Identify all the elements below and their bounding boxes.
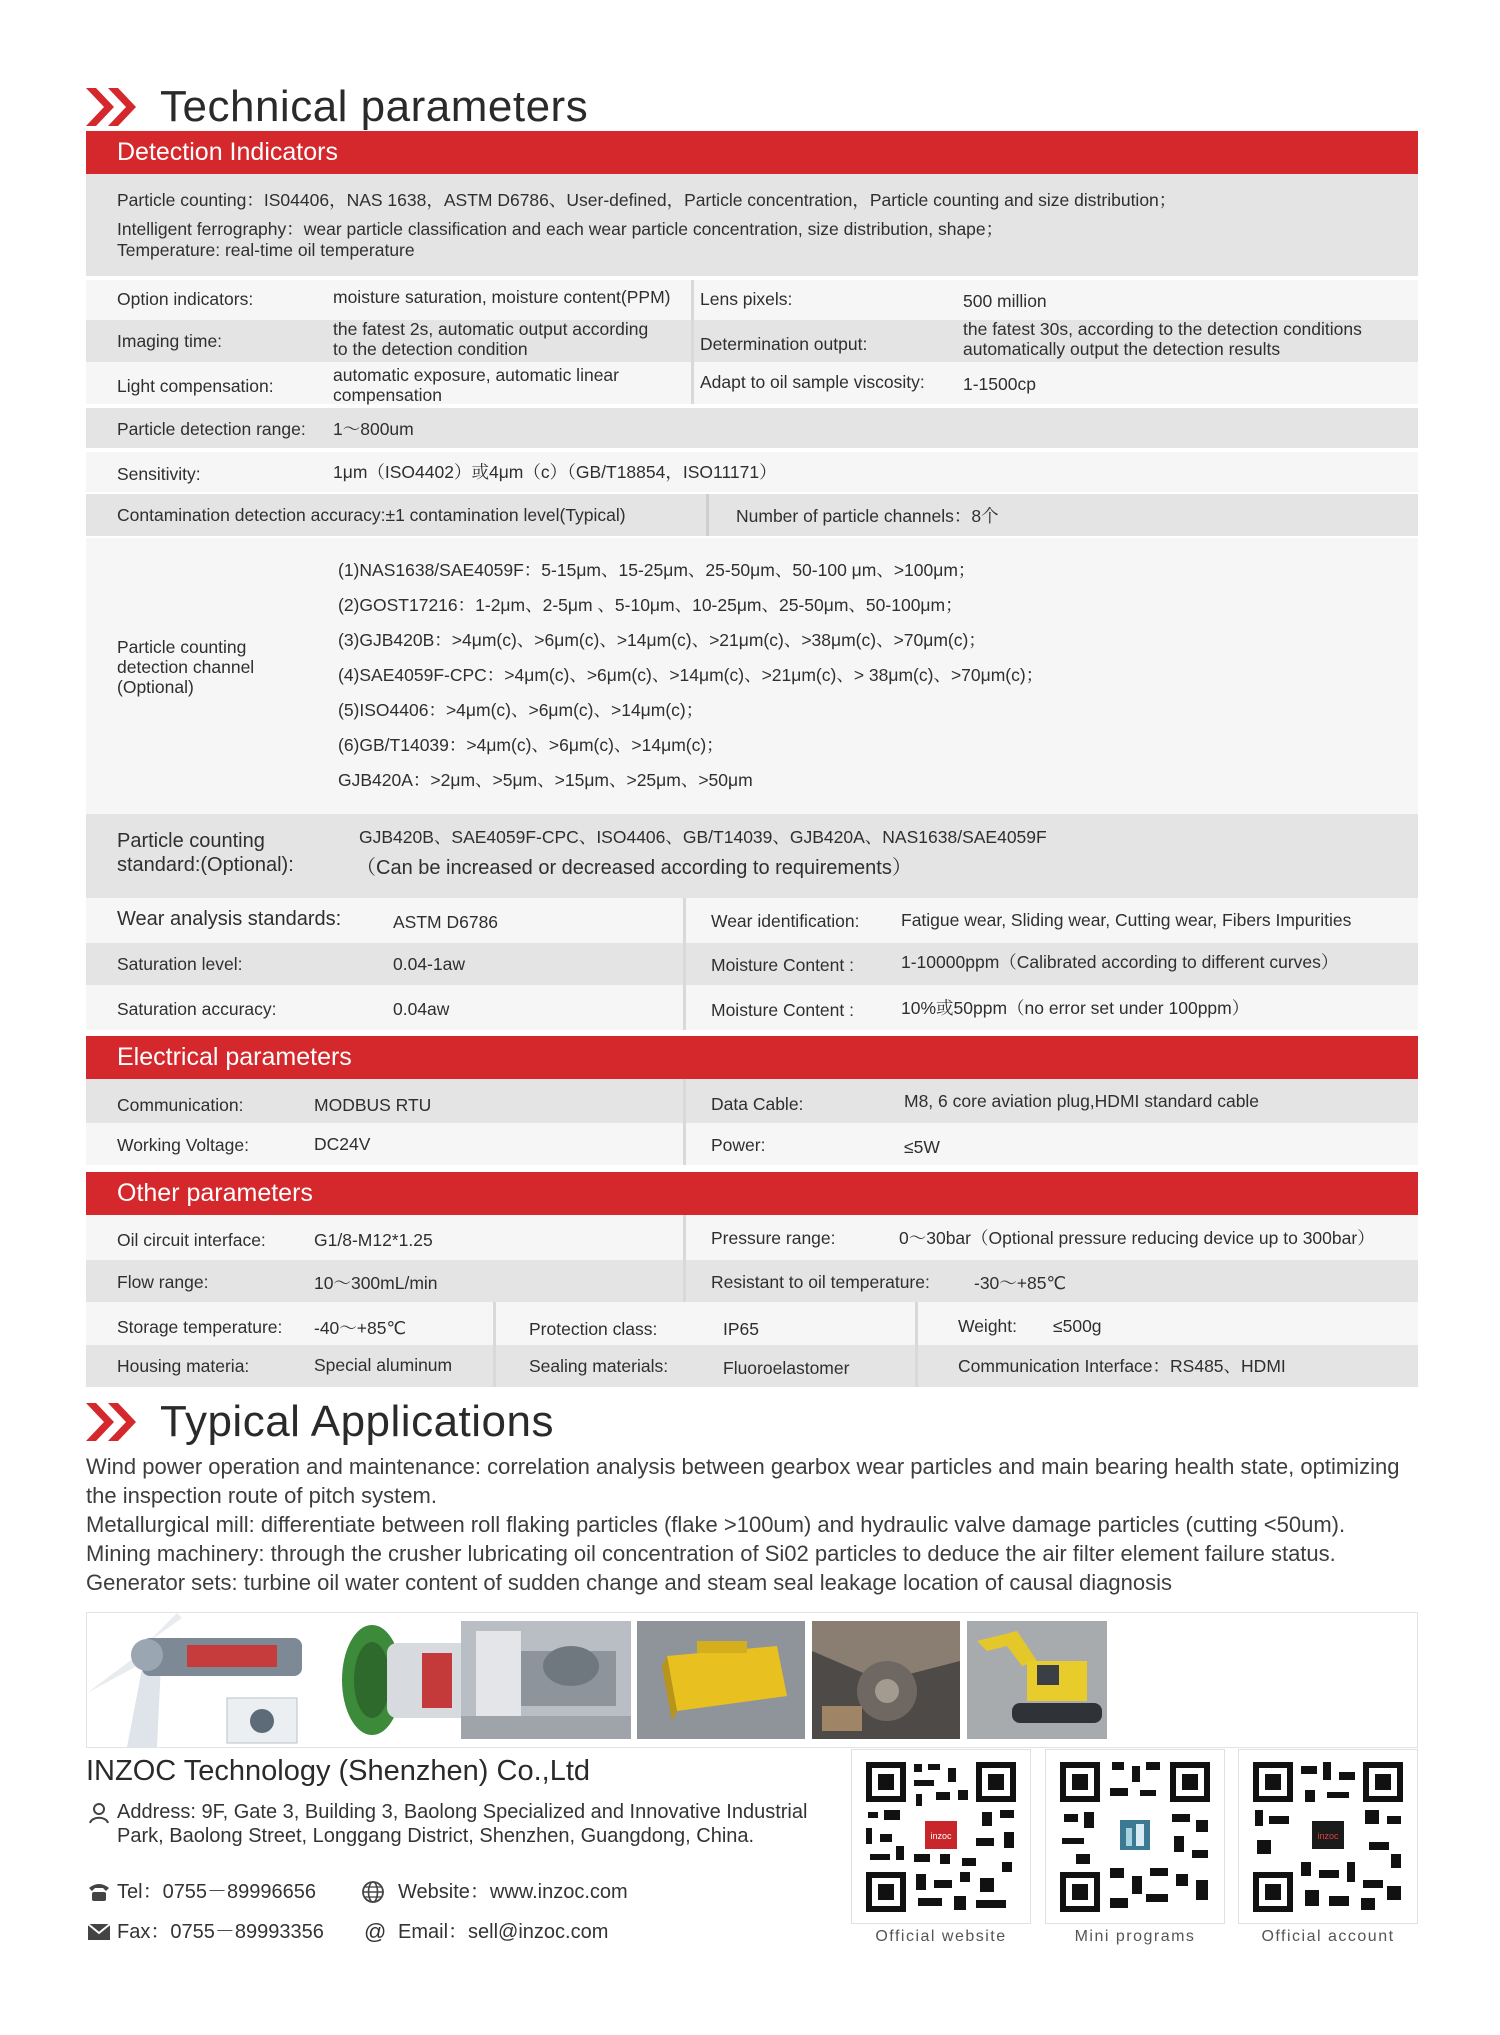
other-parameters-bar: Other parameters bbox=[86, 1172, 1418, 1215]
company-email[interactable]: Email：sell@inzoc.com bbox=[398, 1921, 609, 1943]
channel-label: Particle counting detection channel (Optional) bbox=[117, 637, 255, 697]
determination-label: Determination output: bbox=[700, 334, 868, 354]
column-divider bbox=[683, 1215, 686, 1302]
at-sign-icon: @ bbox=[364, 1919, 387, 1944]
standard-label: Particle counting standard:(Optional): bbox=[117, 830, 294, 876]
standard-note: （Can be increased or decreased according to requirements） bbox=[356, 857, 912, 879]
weight-label: Weight: bbox=[958, 1316, 1018, 1336]
option-value: moisture saturation, moisture content(PPM) bbox=[333, 287, 671, 307]
telephone-icon bbox=[87, 1882, 111, 1902]
oil-circuit-label: Oil circuit interface: bbox=[117, 1230, 266, 1250]
qr-caption: Official account bbox=[1261, 1928, 1395, 1945]
communication-value: MODBUS RTU bbox=[314, 1095, 432, 1115]
detection-indicators-bar: Detection Indicators bbox=[86, 131, 1418, 174]
saturation-label: Saturation level: bbox=[117, 954, 243, 974]
excavator-image bbox=[967, 1621, 1107, 1739]
summary-line: Intelligent ferrography：wear particle classification and each wear particle concentration, size distribution, shape； bbox=[117, 219, 1004, 239]
qr-official-account[interactable] bbox=[1238, 1749, 1418, 1924]
viscosity-label: Adapt to oil sample viscosity: bbox=[700, 372, 925, 392]
channel-line: (4)SAE4059F-CPC：>4μm(c)、>6μm(c)、>14μm(c)、>21μm(c)、> 38μm(c)、>70μm(c)； bbox=[338, 665, 1044, 685]
mining-equipment-image bbox=[812, 1621, 960, 1739]
qr-logo-text: inzoc bbox=[1317, 1831, 1339, 1841]
mill-machine-image bbox=[637, 1621, 805, 1739]
oil-temperature-label: Resistant to oil temperature: bbox=[711, 1272, 930, 1292]
company-tel: Tel：0755－89996656 bbox=[117, 1881, 317, 1903]
standard-value: GJB420B、SAE4059F-CPC、ISO4406、GB/T14039、GJB420A、NAS1638/SAE4059F bbox=[359, 827, 1047, 847]
company-website[interactable]: Website：www.inzoc.com bbox=[398, 1881, 628, 1903]
row-range bbox=[86, 408, 1418, 448]
globe-icon bbox=[361, 1880, 385, 1904]
weight-value: ≤500g bbox=[1053, 1316, 1102, 1336]
application-line: Wind power operation and maintenance: correlation analysis between gearbox wear particles and main bearing health state, optimizing the inspection route of pitch system. bbox=[86, 1454, 1400, 1508]
channel-line: (3)GJB420B：>4μm(c)、>6μm(c)、>14μm(c)、>21μm(c)、>38μm(c)、>70μm(c)； bbox=[338, 630, 986, 650]
column-divider bbox=[683, 1079, 686, 1165]
moisture-label: Moisture Content : bbox=[711, 955, 854, 975]
column-divider bbox=[493, 1302, 496, 1387]
sensitivity-value: 1μm（ISO4402）或4μm（c）（GB/T18854，ISO11171） bbox=[333, 462, 777, 482]
channel-line: (1)NAS1638/SAE4059F：5-15μm、15-25μm、25-50μm、50-100 μm、>100μm； bbox=[338, 560, 976, 580]
qr-mini-programs[interactable] bbox=[1045, 1749, 1225, 1924]
viscosity-value: 1-1500cp bbox=[963, 374, 1036, 394]
column-divider bbox=[915, 1302, 918, 1387]
qr-official-website[interactable] bbox=[851, 1749, 1031, 1924]
lens-value: 500 million bbox=[963, 291, 1047, 311]
particle-channels: Number of particle channels：8个 bbox=[736, 506, 999, 526]
housing-value: Special aluminum bbox=[314, 1355, 453, 1375]
wear-std-label: Wear analysis standards: bbox=[117, 908, 342, 930]
determination-value: the fatest 30s, according to the detection conditions automatically output the detection results bbox=[963, 319, 1362, 359]
sealing-value: Fluoroelastomer bbox=[723, 1358, 850, 1378]
oil-temperature-value: -30～+85℃ bbox=[974, 1273, 1067, 1293]
row-sensitivity bbox=[86, 452, 1418, 492]
double-chevron-icon bbox=[86, 1399, 142, 1445]
column-divider bbox=[691, 280, 694, 404]
wear-std-value: ASTM D6786 bbox=[393, 912, 499, 932]
application-line: Generator sets: turbine oil water content of sudden change and steam seal leakage location of causal diagnosis bbox=[86, 1570, 1173, 1595]
voltage-label: Working Voltage: bbox=[117, 1135, 249, 1155]
applications-list bbox=[86, 1452, 1426, 1597]
qr-caption: Mini programs bbox=[1074, 1928, 1196, 1945]
applications-title: Typical Applications bbox=[160, 1397, 554, 1446]
company-fax: Fax：0755－89993356 bbox=[117, 1921, 324, 1943]
imaging-label: Imaging time: bbox=[117, 331, 223, 351]
saturation-value: 0.04-1aw bbox=[393, 954, 465, 974]
qr-logo-text: inzoc bbox=[930, 1831, 952, 1841]
protection-label: Protection class: bbox=[529, 1319, 658, 1339]
column-divider bbox=[706, 494, 709, 536]
pressure-label: Pressure range: bbox=[711, 1228, 836, 1248]
pressure-value: 0～30bar（Optional pressure reducing device up to 300bar） bbox=[899, 1228, 1375, 1248]
storage-label: Storage temperature: bbox=[117, 1317, 283, 1337]
flow-value: 10～300mL/min bbox=[314, 1273, 438, 1293]
range-label: Particle detection range: bbox=[117, 419, 306, 439]
imaging-value: the fatest 2s, automatic output according to the detection condition bbox=[333, 319, 649, 359]
application-line: Mining machinery: through the crusher lubricating oil concentration of Si02 particles to deduce the air filter element failure status. bbox=[86, 1541, 1336, 1566]
qr-code-icon bbox=[1046, 1750, 1224, 1923]
oil-circuit-value: G1/8-M12*1.25 bbox=[314, 1230, 433, 1250]
qr-code-icon bbox=[1239, 1750, 1417, 1923]
summary-line: Particle counting：IS04406，NAS 1638，ASTM D6786、User-defined，Particle concentration，Particle counting and size distribution； bbox=[117, 190, 1177, 210]
location-icon bbox=[88, 1802, 110, 1824]
detection-summary bbox=[86, 174, 1418, 276]
sensitivity-label: Sensitivity: bbox=[117, 464, 201, 484]
wear-identification-value: Fatigue wear, Sliding wear, Cutting wear, Fibers Impurities bbox=[901, 910, 1352, 930]
summary-line: Temperature: real-time oil temperature bbox=[117, 240, 415, 260]
fax-envelope-icon bbox=[87, 1923, 111, 1941]
protection-value: IP65 bbox=[723, 1319, 759, 1339]
technical-parameters-heading bbox=[86, 82, 588, 132]
electrical-parameters-bar: Electrical parameters bbox=[86, 1036, 1418, 1079]
light-label: Light compensation: bbox=[117, 376, 274, 396]
power-value: ≤5W bbox=[904, 1137, 940, 1157]
wear-identification-label: Wear identification: bbox=[711, 911, 860, 931]
moisture-value: 1-10000ppm（Calibrated according to different curves） bbox=[901, 952, 1339, 972]
communication-interface: Communication Interface：RS485、HDMI bbox=[958, 1356, 1286, 1376]
moisture-value: 10%或50ppm（no error set under 100ppm） bbox=[901, 998, 1250, 1018]
data-cable-value: M8, 6 core aviation plug,HDMI standard cable bbox=[904, 1091, 1260, 1111]
application-image-strip bbox=[86, 1612, 1418, 1748]
light-value: automatic exposure, automatic linear compensation bbox=[333, 365, 619, 405]
lens-label: Lens pixels: bbox=[700, 289, 793, 309]
flow-label: Flow range: bbox=[117, 1272, 209, 1292]
double-chevron-icon bbox=[86, 84, 142, 130]
application-line: Metallurgical mill: differentiate between roll flaking particles (flake >100um) and hydraulic valve damage particles (cutting <50um). bbox=[86, 1512, 1346, 1537]
option-label: Option indicators: bbox=[117, 289, 254, 309]
housing-label: Housing materia: bbox=[117, 1356, 250, 1376]
channel-line: GJB420A：>2μm、>5μm、>15μm、>25μm、>50μm bbox=[338, 770, 753, 790]
moisture-label: Moisture Content : bbox=[711, 1000, 854, 1020]
channel-block bbox=[86, 538, 1418, 814]
typical-applications-heading bbox=[86, 1397, 554, 1447]
data-cable-label: Data Cable: bbox=[711, 1094, 804, 1114]
communication-label: Communication: bbox=[117, 1095, 244, 1115]
saturation-accuracy-label: Saturation accuracy: bbox=[117, 999, 277, 1019]
page-title: Technical parameters bbox=[160, 82, 589, 131]
storage-value: -40～+85℃ bbox=[314, 1318, 407, 1338]
row-contamination bbox=[86, 494, 1418, 536]
channel-line: (6)GB/T14039：>4μm(c)、>6μm(c)、>14μm(c)； bbox=[338, 735, 724, 755]
channel-line: (5)ISO4406：>4μm(c)、>6μm(c)、>14μm(c)； bbox=[338, 700, 704, 720]
qr-caption: Official website bbox=[875, 1928, 1007, 1945]
range-value: 1～800um bbox=[333, 419, 414, 439]
company-name: INZOC Technology (Shenzhen) Co.,Ltd bbox=[86, 1755, 591, 1787]
channel-line: (2)GOST17216：1-2μm、2-5μm 、5-10μm、10-25μm、25-50μm、50-100μm； bbox=[338, 595, 963, 615]
compressor-unit-image bbox=[461, 1621, 631, 1739]
power-label: Power: bbox=[711, 1135, 766, 1155]
column-divider bbox=[683, 898, 686, 1030]
sealing-label: Sealing materials: bbox=[529, 1356, 669, 1376]
qr-code-icon bbox=[852, 1750, 1030, 1923]
contamination-accuracy: Contamination detection accuracy:±1 contamination level(Typical) bbox=[117, 505, 626, 525]
saturation-accuracy-value: 0.04aw bbox=[393, 999, 450, 1019]
company-address: Address: 9F, Gate 3, Building 3, Baolong Specialized and Innovative Industrial Park, Baolong Street, Longgang District, Shenzhen, Guangdong, China. bbox=[117, 1801, 808, 1847]
row-standard bbox=[86, 814, 1418, 898]
wind-turbine-image bbox=[87, 1613, 327, 1747]
voltage-value: DC24V bbox=[314, 1134, 371, 1154]
